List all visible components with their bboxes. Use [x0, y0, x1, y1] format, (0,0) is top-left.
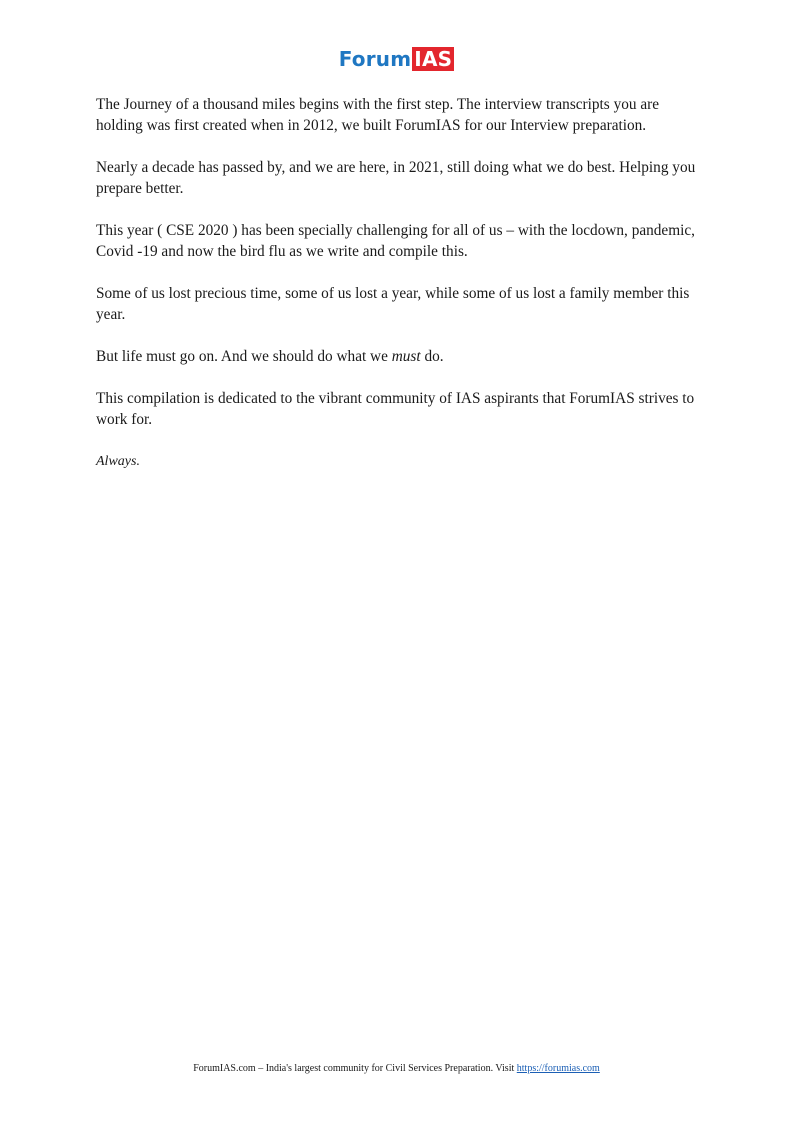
life-goes-on-end: do. [420, 348, 444, 365]
paragraph-life-goes-on [96, 346, 706, 367]
document-body [96, 94, 706, 493]
forumias-logo [0, 47, 793, 71]
logo-ias-text: IAS [414, 47, 453, 71]
closing-word: Always. [96, 454, 140, 469]
logo-forum-text: Forum [338, 47, 412, 71]
paragraph-this-year: This year ( CSE 2020 ) has been specially challenging for all of us – with the locdown, pandemic, Covid -19 and now the bird flu as we write and compile this. [96, 222, 695, 260]
paragraph-dedication: This compilation is dedicated to the vibrant community of IAS aspirants that ForumIAS strives to work for. [96, 390, 695, 428]
emphasis-must: must [391, 348, 421, 365]
footer-text: ForumIAS.com – India's largest community for Civil Services Preparation. Visit [193, 1063, 517, 1074]
footer-link[interactable]: https://forumias.com [516, 1063, 600, 1074]
page-footer [0, 1062, 793, 1076]
paragraph-loss: Some of us lost precious time, some of us lost a year, while some of us lost a family member this year. [96, 285, 690, 323]
paragraph-decade: Nearly a decade has passed by, and we are here, in 2021, still doing what we do best. Helping you prepare better. [96, 159, 696, 197]
paragraph-journey: The Journey of a thousand miles begins with the first step. The interview transcripts you are holding was first created when in 2012, we built ForumIAS for our Interview preparation. [96, 96, 660, 134]
life-goes-on-text: But life must go on. And we should do what we [96, 348, 392, 365]
